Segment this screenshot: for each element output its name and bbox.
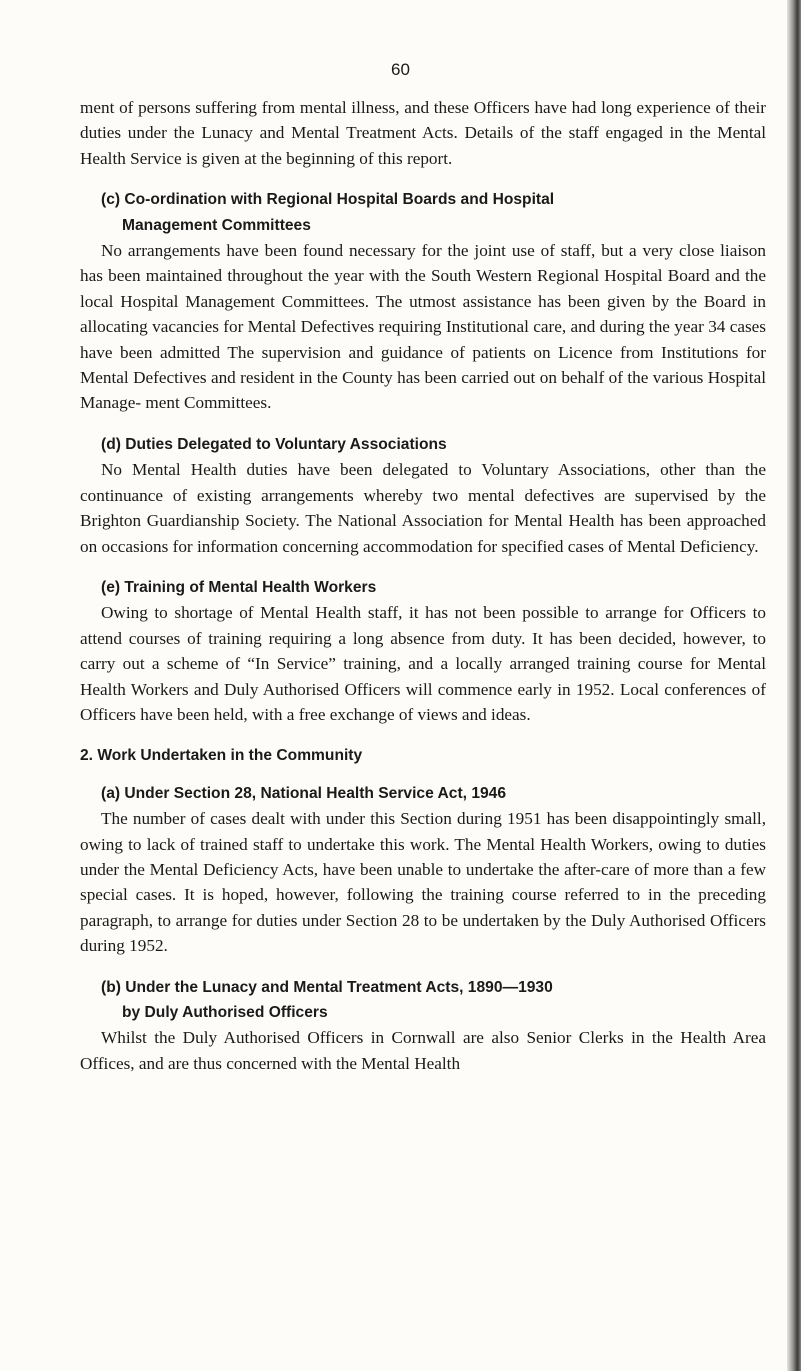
page-binding-edge: [787, 0, 801, 1371]
section-c-heading-line2: Management Committees: [122, 216, 311, 234]
section-d-body: No Mental Health duties have been delegated to Voluntary Associations, other than the continuance of existing arrangements whereby two mental defectives are supervised by the Brighton Guardianship Society. The National Association for Mental Health has been approached on occasions for information concerning accommodation for specified cases of Mental Deficiency.: [80, 460, 766, 556]
section-2b-body: Whilst the Duly Authorised Officers in Cornwall are also Senior Clerks in the Health Area Offices, and are thus concerned with the Mental Health: [80, 1028, 766, 1073]
section-e: [80, 575, 766, 727]
section-e-heading: (e) Training of Mental Health Workers: [101, 578, 377, 596]
section-2a-body: The number of cases dealt with under this Section during 1951 has been disappointingly small, owing to lack of trained staff to undertake this work. The Mental Health Workers, owing to duties under the Mental Deficiency Acts, have been unable to undertake the after-care of more than a few special cases. It is hoped, however, following the training course referred to in the preceding paragraph, to arrange for duties under Section 28 to be undertaken by the Duly Authorised Officers during 1952.: [80, 809, 766, 956]
section-c-heading: [80, 187, 766, 238]
section-2a: [80, 781, 766, 959]
section-e-body: Owing to shortage of Mental Health staff, it has not been possible to arrange for Officers to attend courses of training requiring a long absence from duty. It has been decided, however, to carry out a scheme of “In Service” training, and a locally arranged training course for Mental Health Workers and Duly Authorised Officers will commence early in 1952. Local conferences of Officers have been held, with a free exchange of views and ideas.: [80, 603, 766, 724]
page-number: 60: [391, 60, 410, 79]
intro-paragraph: ment of persons suffering from mental illness, and these Officers have had long experience of their duties under the Lunacy and Mental Treatment Acts. Details of the staff engaged in the Mental Health Service is given at the beginning of this report.: [80, 98, 766, 168]
section-2a-heading: (a) Under Section 28, National Health Service Act, 1946: [101, 784, 507, 802]
section-2b-heading-line2: by Duly Authorised Officers: [122, 1004, 328, 1021]
document-body: [80, 95, 766, 1076]
section-2-heading: 2. Work Undertaken in the Community: [80, 747, 363, 765]
section-c-heading-line1: (c) Co-ordination with Regional Hospital Boards and Hospital: [101, 191, 555, 209]
section-d: [80, 432, 766, 559]
section-2: [80, 743, 766, 1076]
section-2b: [80, 975, 766, 1077]
section-2b-heading-line1: (b) Under the Lunacy and Mental Treatment Acts, 1890—1930: [101, 978, 553, 996]
section-d-heading: (d) Duties Delegated to Voluntary Associations: [101, 435, 447, 453]
section-2b-heading: [80, 975, 766, 1026]
section-c: [80, 187, 766, 416]
section-c-body: No arrangements have been found necessary for the joint use of staff, but a very close liaison has been maintained throughout the year with the South Western Regional Hospital Board and the local Hospital Management Committees. The utmost assistance has been given by the Board in allocating vacancies for Mental Defectives requiring Institutional care, and during the year 34 cases have been admitted The supervision and guidance of patients on Licence from Institutions for Mental Defectives and resident in the County has been carried out on behalf of the various Hospital Manage- ment Committees.: [80, 241, 766, 413]
